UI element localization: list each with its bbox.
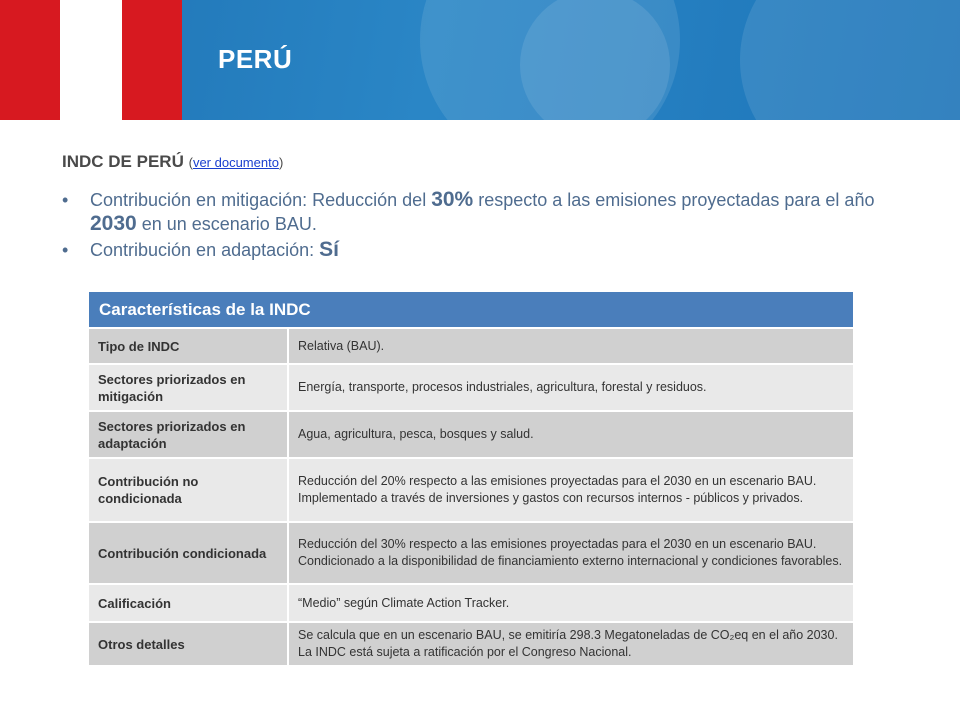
row-value: Relativa (BAU). bbox=[288, 328, 853, 364]
bullet-mitigation bbox=[62, 188, 922, 236]
table-row bbox=[89, 328, 853, 364]
table-row bbox=[89, 584, 853, 622]
row-label: Calificación bbox=[89, 584, 288, 622]
bullet-text: en un escenario BAU. bbox=[136, 214, 317, 234]
bullet-highlight: Sí bbox=[319, 238, 340, 261]
row-label: Contribución no condicionada bbox=[89, 458, 288, 522]
contribution-bullets bbox=[62, 188, 922, 264]
bullet-highlight: 30% bbox=[431, 188, 474, 211]
table-row bbox=[89, 458, 853, 522]
bullet-highlight: 2030 bbox=[90, 212, 137, 235]
bullet-adaptation bbox=[62, 238, 922, 262]
table-row bbox=[89, 522, 853, 584]
bullet-dot: • bbox=[62, 240, 69, 260]
row-label: Tipo de INDC bbox=[89, 328, 288, 364]
flag-stripe-red bbox=[122, 0, 182, 120]
bullet-text: respecto a las emisiones proyectadas para el año bbox=[473, 190, 875, 210]
row-label: Sectores priorizados en mitigación bbox=[89, 364, 288, 411]
row-label: Contribución condicionada bbox=[89, 522, 288, 584]
row-value: Reducción del 20% respecto a las emisiones proyectadas para el 2030 en un escenario BAU. Implementado a través de inversiones y gastos con recursos internos - públicos y privados. bbox=[288, 458, 853, 522]
table-row bbox=[89, 364, 853, 411]
row-value: Agua, agricultura, pesca, bosques y salud. bbox=[288, 411, 853, 458]
indc-heading-text: INDC DE PERÚ bbox=[62, 152, 184, 171]
header-banner bbox=[0, 0, 960, 120]
decorative-circle bbox=[520, 0, 670, 120]
table-header-row bbox=[89, 292, 853, 328]
flag-stripe-white bbox=[60, 0, 122, 120]
decorative-circle bbox=[740, 0, 960, 120]
row-value: Energía, transporte, procesos industriales, agricultura, forestal y residuos. bbox=[288, 364, 853, 411]
page-title: PERÚ bbox=[218, 44, 293, 74]
row-label: Otros detalles bbox=[89, 622, 288, 666]
row-value: Reducción del 30% respecto a las emisiones proyectadas para el 2030 en un escenario BAU. Condicionado a la disponibilidad de financiamiento externo internacional y condiciones favorables. bbox=[288, 522, 853, 584]
paren-open: ( bbox=[188, 155, 193, 170]
bullet-text: Contribución en adaptación: bbox=[90, 240, 320, 260]
indc-heading bbox=[62, 152, 283, 172]
link-wrapper bbox=[189, 155, 284, 170]
view-document-link[interactable]: ver documento bbox=[192, 155, 279, 170]
bullet-text: Contribución en mitigación: Reducción del bbox=[90, 190, 432, 210]
row-label: Sectores priorizados en adaptación bbox=[89, 411, 288, 458]
flag-stripe-red bbox=[0, 0, 60, 120]
table-header: Características de la INDC bbox=[89, 292, 853, 328]
table-row bbox=[89, 622, 853, 666]
row-value: “Medio” según Climate Action Tracker. bbox=[288, 584, 853, 622]
table-row bbox=[89, 411, 853, 458]
bullet-dot: • bbox=[62, 190, 69, 210]
paren-close: ) bbox=[278, 155, 284, 170]
indc-characteristics-table bbox=[89, 292, 853, 667]
row-value: Se calcula que en un escenario BAU, se emitiría 298.3 Megatoneladas de CO₂eq en el año 2030. La INDC está sujeta a ratificación por el Congreso Nacional. bbox=[288, 622, 853, 666]
